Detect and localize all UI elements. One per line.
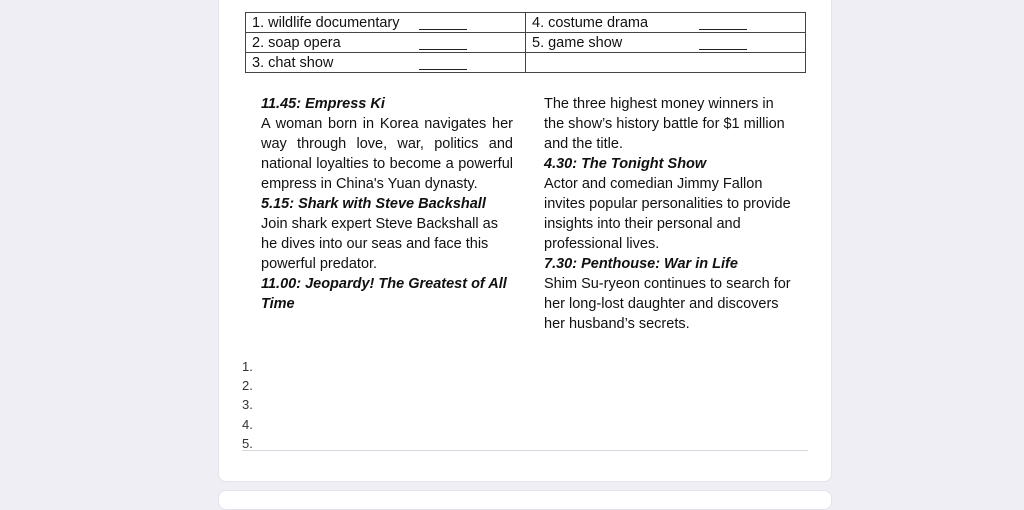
table-cell: 1. wildlife documentary	[246, 13, 526, 33]
table-cell: 4. costume drama	[526, 13, 806, 33]
table-row	[246, 33, 806, 53]
answer-line-5[interactable]: 5.	[242, 435, 253, 451]
table-cell: 3. chat show	[246, 53, 526, 73]
matching-table	[245, 12, 806, 73]
answer-line-2[interactable]: 2.	[242, 378, 253, 394]
answer-blank	[699, 29, 747, 30]
program-description: The three highest money winners in the show’s history battle for $1 million and the title.	[544, 96, 785, 152]
answer-line-4[interactable]: 4.	[242, 416, 253, 432]
table-row	[246, 13, 806, 33]
listings-left-column	[261, 94, 513, 314]
answer-blank	[419, 69, 467, 70]
table-row	[246, 53, 806, 73]
table-cell: 2. soap opera	[246, 33, 526, 53]
program-title: 4.30: The Tonight Show	[544, 156, 707, 172]
table-cell	[526, 53, 806, 73]
program-description: Join shark expert Steve Backshall as he dives into our seas and face this powerful predator.	[261, 216, 498, 272]
program-title: 11.00: Jeopardy! The Greatest of All Time	[261, 276, 507, 312]
program-title: 5.15: Shark with Steve Backshall	[261, 196, 486, 212]
program-title: 11.45: Empress Ki	[261, 96, 385, 112]
answer-line-1[interactable]: 1.	[242, 359, 253, 374]
next-card	[218, 490, 832, 510]
answer-blank	[419, 49, 467, 50]
answer-blank	[699, 49, 747, 50]
answer-divider	[242, 450, 808, 451]
program-description: A woman born in Korea navigates her way through love, war, politics and national loyalties to become a powerful empress in China's Yuan dynasty.	[261, 116, 513, 192]
program-description: Shim Su-ryeon continues to search for her long-lost daughter and discovers her husband’s secrets.	[544, 276, 791, 332]
answer-list	[242, 357, 253, 453]
listings-right-column	[544, 94, 792, 334]
program-title: 7.30: Penthouse: War in Life	[544, 256, 738, 272]
answer-blank	[419, 29, 467, 30]
answer-line-3[interactable]: 3.	[242, 397, 253, 413]
program-description: Actor and comedian Jimmy Fallon invites popular personalities to provide insights into their personal and professional lives.	[544, 176, 791, 252]
table-cell: 5. game show	[526, 33, 806, 53]
